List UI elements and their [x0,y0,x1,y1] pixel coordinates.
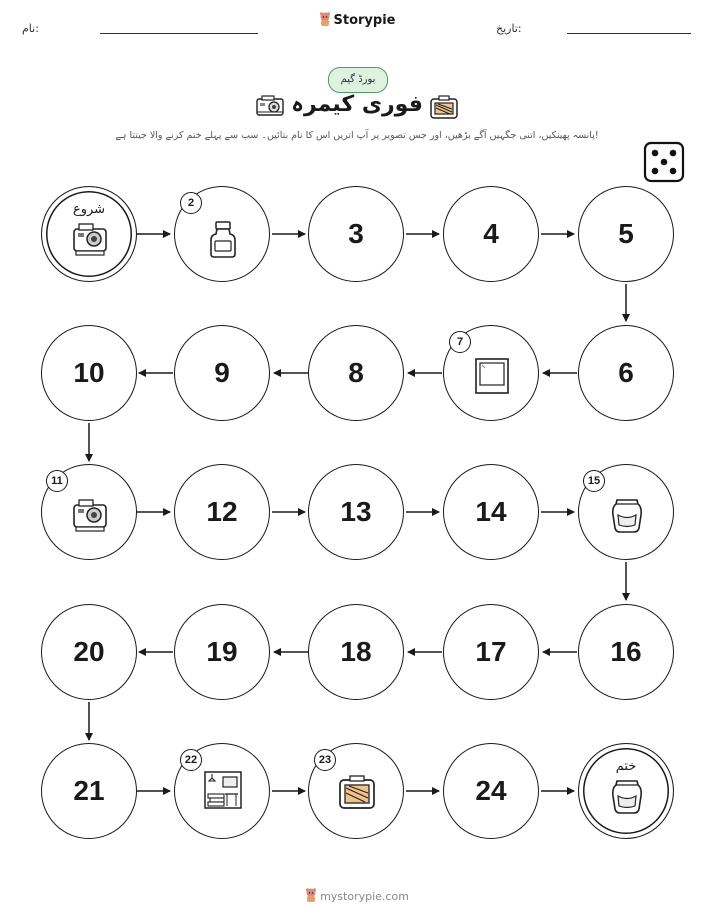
board-space-18[interactable] [308,604,404,700]
page-title: فوری کیمرہ [291,92,423,117]
board-space-21[interactable] [41,743,137,839]
space-marker-15: 15 [583,470,605,492]
date-label: تاریخ: [496,22,522,35]
space-number: 8 [348,357,364,388]
board-space-20[interactable] [41,604,137,700]
start-label: شروع [72,202,106,217]
pouch-icon [607,495,647,535]
board-space-10[interactable] [41,325,137,421]
instructions-text: پانسہ پھینکیں، اتنی جگہیں آگے بڑھیں، اور جس تصویر پر آپ اتریں اس کا نام بتائیں۔ سب سے پہلے ختم کرنے والا جیتتا ہے! [115,130,599,141]
board-space-16[interactable] [578,604,674,700]
board-space-end[interactable] [578,743,674,839]
board-space-start[interactable] [41,186,137,282]
board-space-13[interactable] [308,464,404,560]
space-number: 10 [73,357,105,388]
board-space-8[interactable] [308,325,404,421]
brand-name: Storypie [333,13,396,28]
space-number: 14 [475,496,507,527]
space-marker-11: 11 [46,470,68,492]
board-space-19[interactable] [174,604,270,700]
space-marker-22: 22 [180,749,202,771]
instant-camera-icon [70,219,110,259]
space-number: 24 [475,775,507,806]
board-space-3[interactable] [308,186,404,282]
jar-icon [203,219,243,259]
name-label: نام: [22,22,39,35]
space-number: 6 [618,357,634,388]
footer-url[interactable]: mystorypie.com [320,890,409,903]
space-number: 19 [206,636,238,667]
space-number: 20 [73,636,105,667]
board-space-4[interactable] [443,186,539,282]
board-space-12[interactable] [174,464,270,560]
board-space-14[interactable] [443,464,539,560]
board-space-6[interactable] [578,325,674,421]
room-icon [203,770,243,810]
space-number: 18 [340,636,372,667]
footer [0,888,714,903]
board-space-24[interactable] [443,743,539,839]
space-marker-2: 2 [180,192,202,214]
board-space-9[interactable] [174,325,270,421]
photo-frame-icon [472,356,512,396]
space-number: 21 [73,775,105,806]
film-camera-icon [337,772,377,812]
board-game-badge: بورڈ گیم [328,67,388,93]
space-marker-7: 7 [449,331,471,353]
space-number: 3 [348,218,364,249]
bear-logo-icon [305,888,317,902]
pouch-icon [607,776,647,816]
end-label: ختم [615,759,637,774]
space-number: 17 [475,636,507,667]
space-number: 9 [214,357,230,388]
instant-camera-icon [70,495,110,535]
space-marker-23: 23 [314,749,336,771]
space-number: 16 [610,636,642,667]
board-space-17[interactable] [443,604,539,700]
space-number: 5 [618,218,634,249]
space-number: 4 [483,218,499,249]
board-space-5[interactable] [578,186,674,282]
space-number: 13 [340,496,372,527]
space-number: 12 [206,496,238,527]
